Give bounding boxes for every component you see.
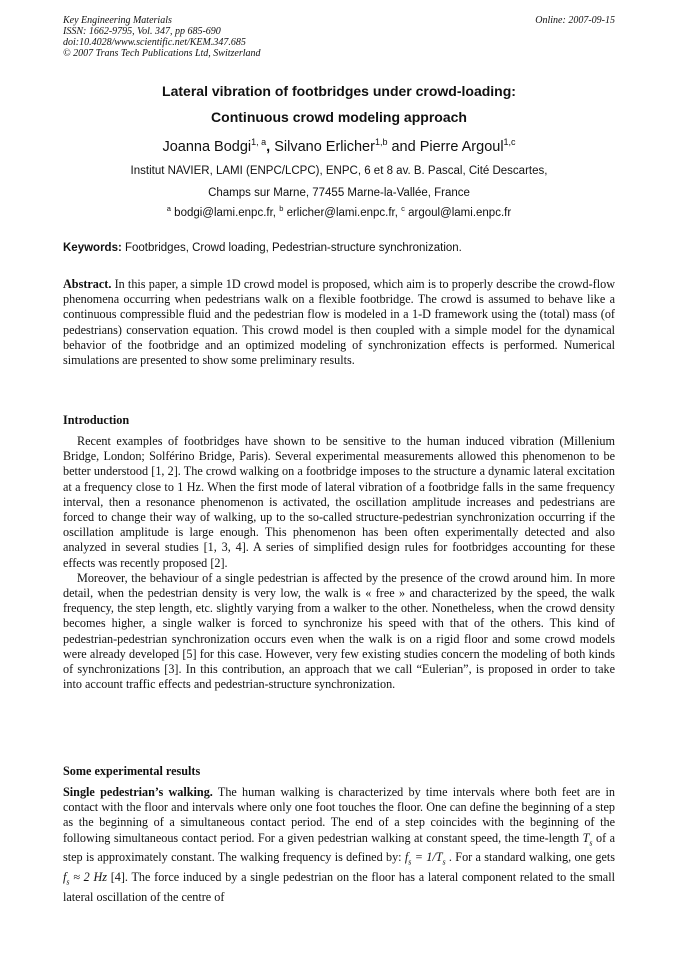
introduction-paragraph: Recent examples of footbridges have shown to be sensitive to the human induced vibration (Millenium Bridge, London; Solférino Bridge, Paris). Several experimental measurements allowed this phenomenon to be better understood [1, 2]. The crowd walking on a footbridge imposes to the structure a dynamic lateral excitation at a frequency close to 1 Hz. When the first mode of lateral vibration of a footbridge falls in the same frequency interval, then a resonance phenomenon is activated, the oscillation amplitude increases and pedestrians are forced to change their way of walking, up to the so-called structure-pedestrian synchronization occurring if the oscillation amplitude is large enough. This phenomenon has been often experimentally detected and also analyzed in several studies [1, 3, 4]. A series of simplified design rules for footbridges accounting for these effects was recently proposed [2]. bbox=[63, 434, 615, 570]
paragraph-text: The human walking is characterized by time intervals where both feet are in contact with the floor and intervals where only one foot touches the floor. One can define the beginning of a step as the beginning of a simultaneous contact period. The end of a step coincides with the beginning of the following simultaneous contact period. For a given pedestrian walking at constant speed, the time-length bbox=[63, 785, 616, 845]
copyright: © 2007 Trans Tech Publications Ltd, Switzerland bbox=[63, 48, 261, 59]
abstract-text: In this paper, a simple 1D crowd model is proposed, which aim is to properly describe the crowd-flow phenomena occurring when pedestrians walk on a flexible footbridge. The crowd is assumed to behave like a continuous compressible fluid and the pedestrian flow is modeled in a 1-D framework using the (total) mass (of pedestrians) conservation equation. This crowd model is then coupled with a simple model for the dynamical behavior of the footbridge and an optimized modeling of synchronization effects is performed. Numerical simulations are presented to show some preliminary results. bbox=[63, 277, 615, 368]
experimental-heading: Some experimental results bbox=[63, 764, 201, 778]
keywords-label: Keywords: bbox=[63, 242, 122, 254]
email-mark: c bbox=[401, 204, 405, 213]
paragraph-text: [4]. The force induced by a single pedestrian on the floor has a lateral component related to the small lateral oscillation of the centre of bbox=[63, 869, 615, 904]
online-date: Online: 2007-09-15 bbox=[535, 15, 615, 26]
step-time-symbol: $T_s$ bbox=[582, 830, 593, 848]
doi: doi:10.4028/www.scientific.net/KEM.347.685 bbox=[63, 37, 246, 48]
paper-title-line1: Lateral vibration of footbridges under crowd-loading: bbox=[162, 83, 516, 99]
author-name: Pierre Argoul bbox=[419, 139, 504, 155]
affiliation-line2: Champs sur Marne, 77455 Marne-la-Vallée, France bbox=[208, 187, 470, 199]
standard-frequency-formula: $f_s \approx 2$ Hz bbox=[63, 869, 107, 887]
introduction-paragraph: Moreover, the behaviour of a single pedestrian is affected by the presence of the crowd around him. In more detail, when the pedestrian density is very low, the walk is « free » and characterized by the speed, the walk frequency, the step length, etc. slightly varying from a walker to the other. Nonetheless, when the crowd density becomes higher, a single walker is forced to synchronize his speed with that of the others. This kind of pedestrian-pedestrian synchronization occurs even when the walk is on a rigid floor and some crowd models were already developed [5] for this case. However, very few existing studies concern the modeling of both kinds of synchronizations [3]. In this contribution, an approach that we call “Eulerian”, is proposed in order to take into account traffic effects and pedestrian-structure synchronization. bbox=[63, 570, 615, 692]
email-mark: a bbox=[166, 204, 171, 213]
experimental-paragraph bbox=[63, 785, 615, 905]
author-name: Silvano Erlicher bbox=[274, 139, 375, 155]
author-separator: and bbox=[387, 139, 420, 155]
issn: ISSN: 1662-9795, Vol. 347, pp 685-690 bbox=[63, 26, 221, 37]
author-affiliation-mark: 1,c bbox=[503, 137, 516, 147]
experimental-section bbox=[63, 785, 615, 905]
frequency-formula: $f_s = 1/T_s$ bbox=[404, 850, 446, 867]
email-address[interactable]: bodgi@lami.enpc.fr, bbox=[174, 207, 280, 219]
author-affiliation-mark: 1,b bbox=[374, 137, 388, 147]
abstract-label: Abstract. bbox=[63, 277, 112, 291]
author-list bbox=[63, 139, 615, 155]
author-affiliation-mark: 1, a bbox=[251, 137, 267, 147]
introduction-section bbox=[63, 434, 615, 692]
subsection-label: Single pedestrian’s walking. bbox=[63, 785, 213, 799]
email-address[interactable]: erlicher@lami.enpc.fr, bbox=[286, 207, 402, 219]
email-mark: b bbox=[279, 204, 284, 213]
paragraph-text: . For a standard walking, one gets bbox=[445, 850, 616, 865]
affiliation-line1: Institut NAVIER, LAMI (ENPC/LCPC), ENPC, 6 et 8 av. B. Pascal, Cité Descartes, bbox=[130, 165, 548, 177]
author-name: Joanna Bodgi bbox=[162, 139, 252, 155]
author-emails bbox=[63, 204, 615, 219]
keywords-text: Footbridges, Crowd loading, Pedestrian-structure synchronization. bbox=[121, 242, 462, 254]
email-address[interactable]: argoul@lami.enpc.fr bbox=[408, 207, 512, 219]
keywords bbox=[63, 242, 615, 254]
author-separator: , bbox=[266, 139, 275, 155]
journal-name: Key Engineering Materials bbox=[63, 15, 172, 26]
abstract bbox=[63, 277, 615, 368]
paragraph-text: of a step is approximately constant. The walking frequency is defined by: bbox=[63, 830, 616, 865]
paper-title-line2: Continuous crowd modeling approach bbox=[211, 109, 467, 125]
introduction-heading: Introduction bbox=[63, 413, 130, 427]
journal-header bbox=[63, 15, 615, 59]
